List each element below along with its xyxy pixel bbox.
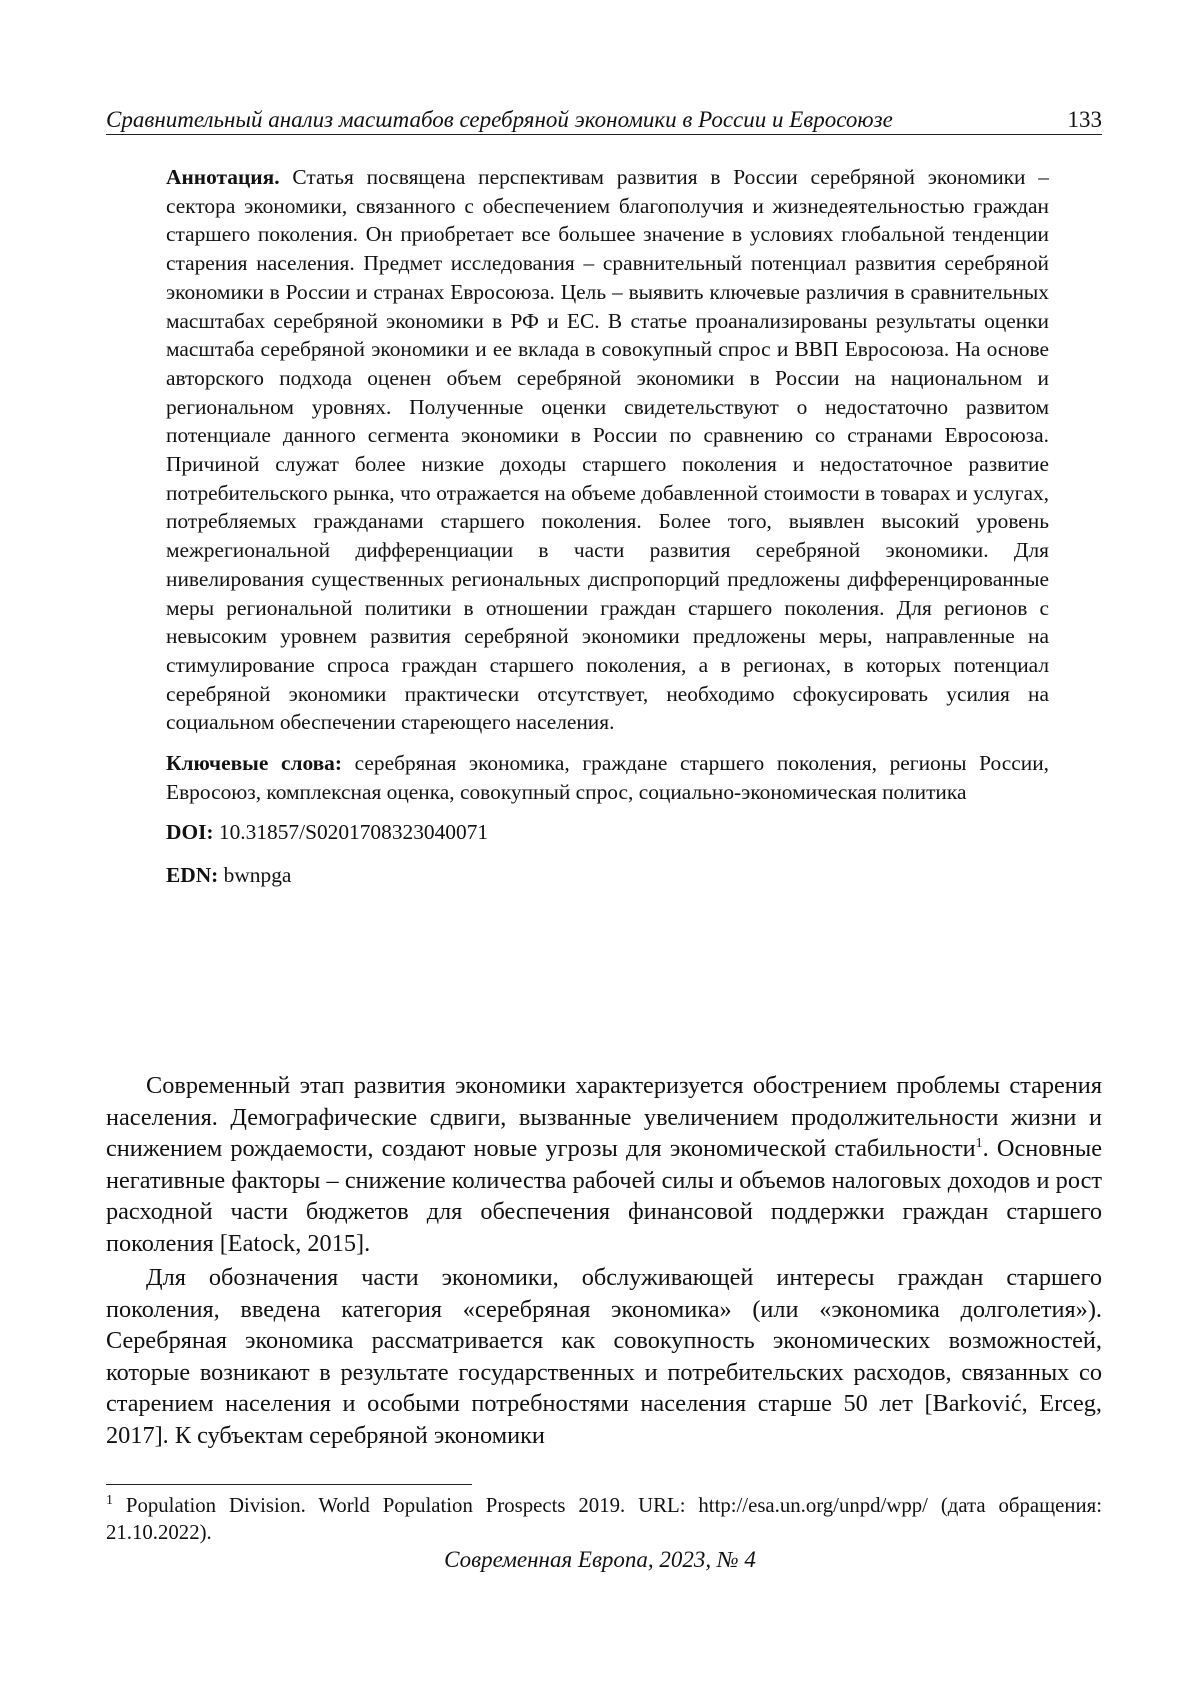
doi-value: 10.31857/S0201708323040071 [218,820,489,845]
footnote-reference[interactable]: 1 [975,1135,983,1151]
footnote-paragraph [106,1493,1102,1546]
footnote [106,1493,1102,1546]
abstract-text: Статья посвящена перспективам развития в России серебряной экономики – сектора экономики, связанного с обеспечением благополучия и жизнедеятельностью граждан старшего поколения. Он приобретает все большее значение в условиях глобальной тенденции старения населения. Предмет исследования – сравнительный потенциал развития серебряной экономики в России и странах Евросоюза. Цель – выявить ключевые различия в сравнительных масштабах серебряной экономики в РФ и ЕС. В статье проанализированы результаты оценки масштаба серебряной экономики и ее вклада в совокупный спрос и ВВП Евросоюза. На основе авторского подхода оценен объем серебряной экономики в России на национальном и региональном уровнях. Полученные оценки свидетельствуют о недостаточно развитом потенциале данного сегмента экономики в России по сравнению со странами Евросоюза. Причиной служат более низкие доходы старшего поколения и недостаточное развитие потребительского рынка, что отражается на объеме добавленной стоимости в товарах и услугах, потребляемых гражданами старшего поколения. Более того, выявлен высокий уровень межрегиональной дифференциации в части развития серебряной экономики. Для нивелирования существенных региональных диспропорций предложены дифференцированные меры региональной политики в отношении граждан старшего поколения. Для регионов с невысоким уровнем развития серебряной экономики предложены меры, направленные на стимулирование спроса граждан старшего поколения, а в регионах, в которых потенциал серебряной экономики практически отсутствует, необходимо сфокусировать усилия на социальном обеспечении стареющего населения. [166,165,1049,735]
abstract-label: Аннотация. [166,165,280,189]
body-paragraph-1-part-2: . Основные негативные факторы – снижение количества рабочей силы и объемов налоговых доходов и рост расходной части бюджетов для обеспечения финансовой поддержки граждан старшего поколения [Eatock, 2015]. [106,1135,1102,1257]
running-header-title: Сравнительный анализ масштабов серебряной экономики в России и Евросоюзе [106,107,893,132]
page-number: 133 [1067,107,1102,132]
edn-value: bwnpga [223,863,292,888]
abstract-block [166,163,1049,890]
footnote-number: 1 [106,1493,113,1509]
keywords-label: Ключевые слова: [166,751,343,776]
running-footer: Современная Европа, 2023, № 4 [444,1547,756,1572]
doi-line [166,818,1049,847]
body-paragraph-1 [106,1070,1102,1259]
doi-label: DOI: [166,820,214,845]
keywords-text: серебряная экономика, граждане старшего поколения, регионы России, Евросоюз, комплексная оценка, совокупный спрос, социально-экономическая политика [166,751,1049,804]
edn-line [166,861,1049,890]
body-paragraph-2: Для обозначения части экономики, обслуживающей интересы граждан старшего поколения, введена категория «серебряная экономика» (или «экономика долголетия»). Серебряная экономика рассматривается как совокупность экономических возможностей, которые возникают в результате государственных и потребительских расходов, связанных со старением населения и особыми потребностями населения старше 50 лет [Barković, Erceg, 2017]. К субъектам серебряной экономики [106,1264,1102,1449]
edn-label: EDN: [166,863,219,888]
body-paragraph-1-part-1: Современный этап развития экономики характеризуется обострением проблемы старения населения. Демографические сдвиги, вызванные увеличением продолжительности жизни и снижением рождаемости, создают новые угрозы для экономической стабильности [106,1072,1102,1162]
running-header [106,102,1102,135]
footnote-text: Population Division. World Population Prospects 2019. URL: http://esa.un.org/unpd/wpp/ (дата обращения: 21.10.2022). [106,1494,1102,1544]
keywords-paragraph [166,749,1049,806]
main-body-text [106,1070,1102,1451]
footnote-divider [106,1484,472,1485]
abstract-paragraph [166,163,1049,737]
